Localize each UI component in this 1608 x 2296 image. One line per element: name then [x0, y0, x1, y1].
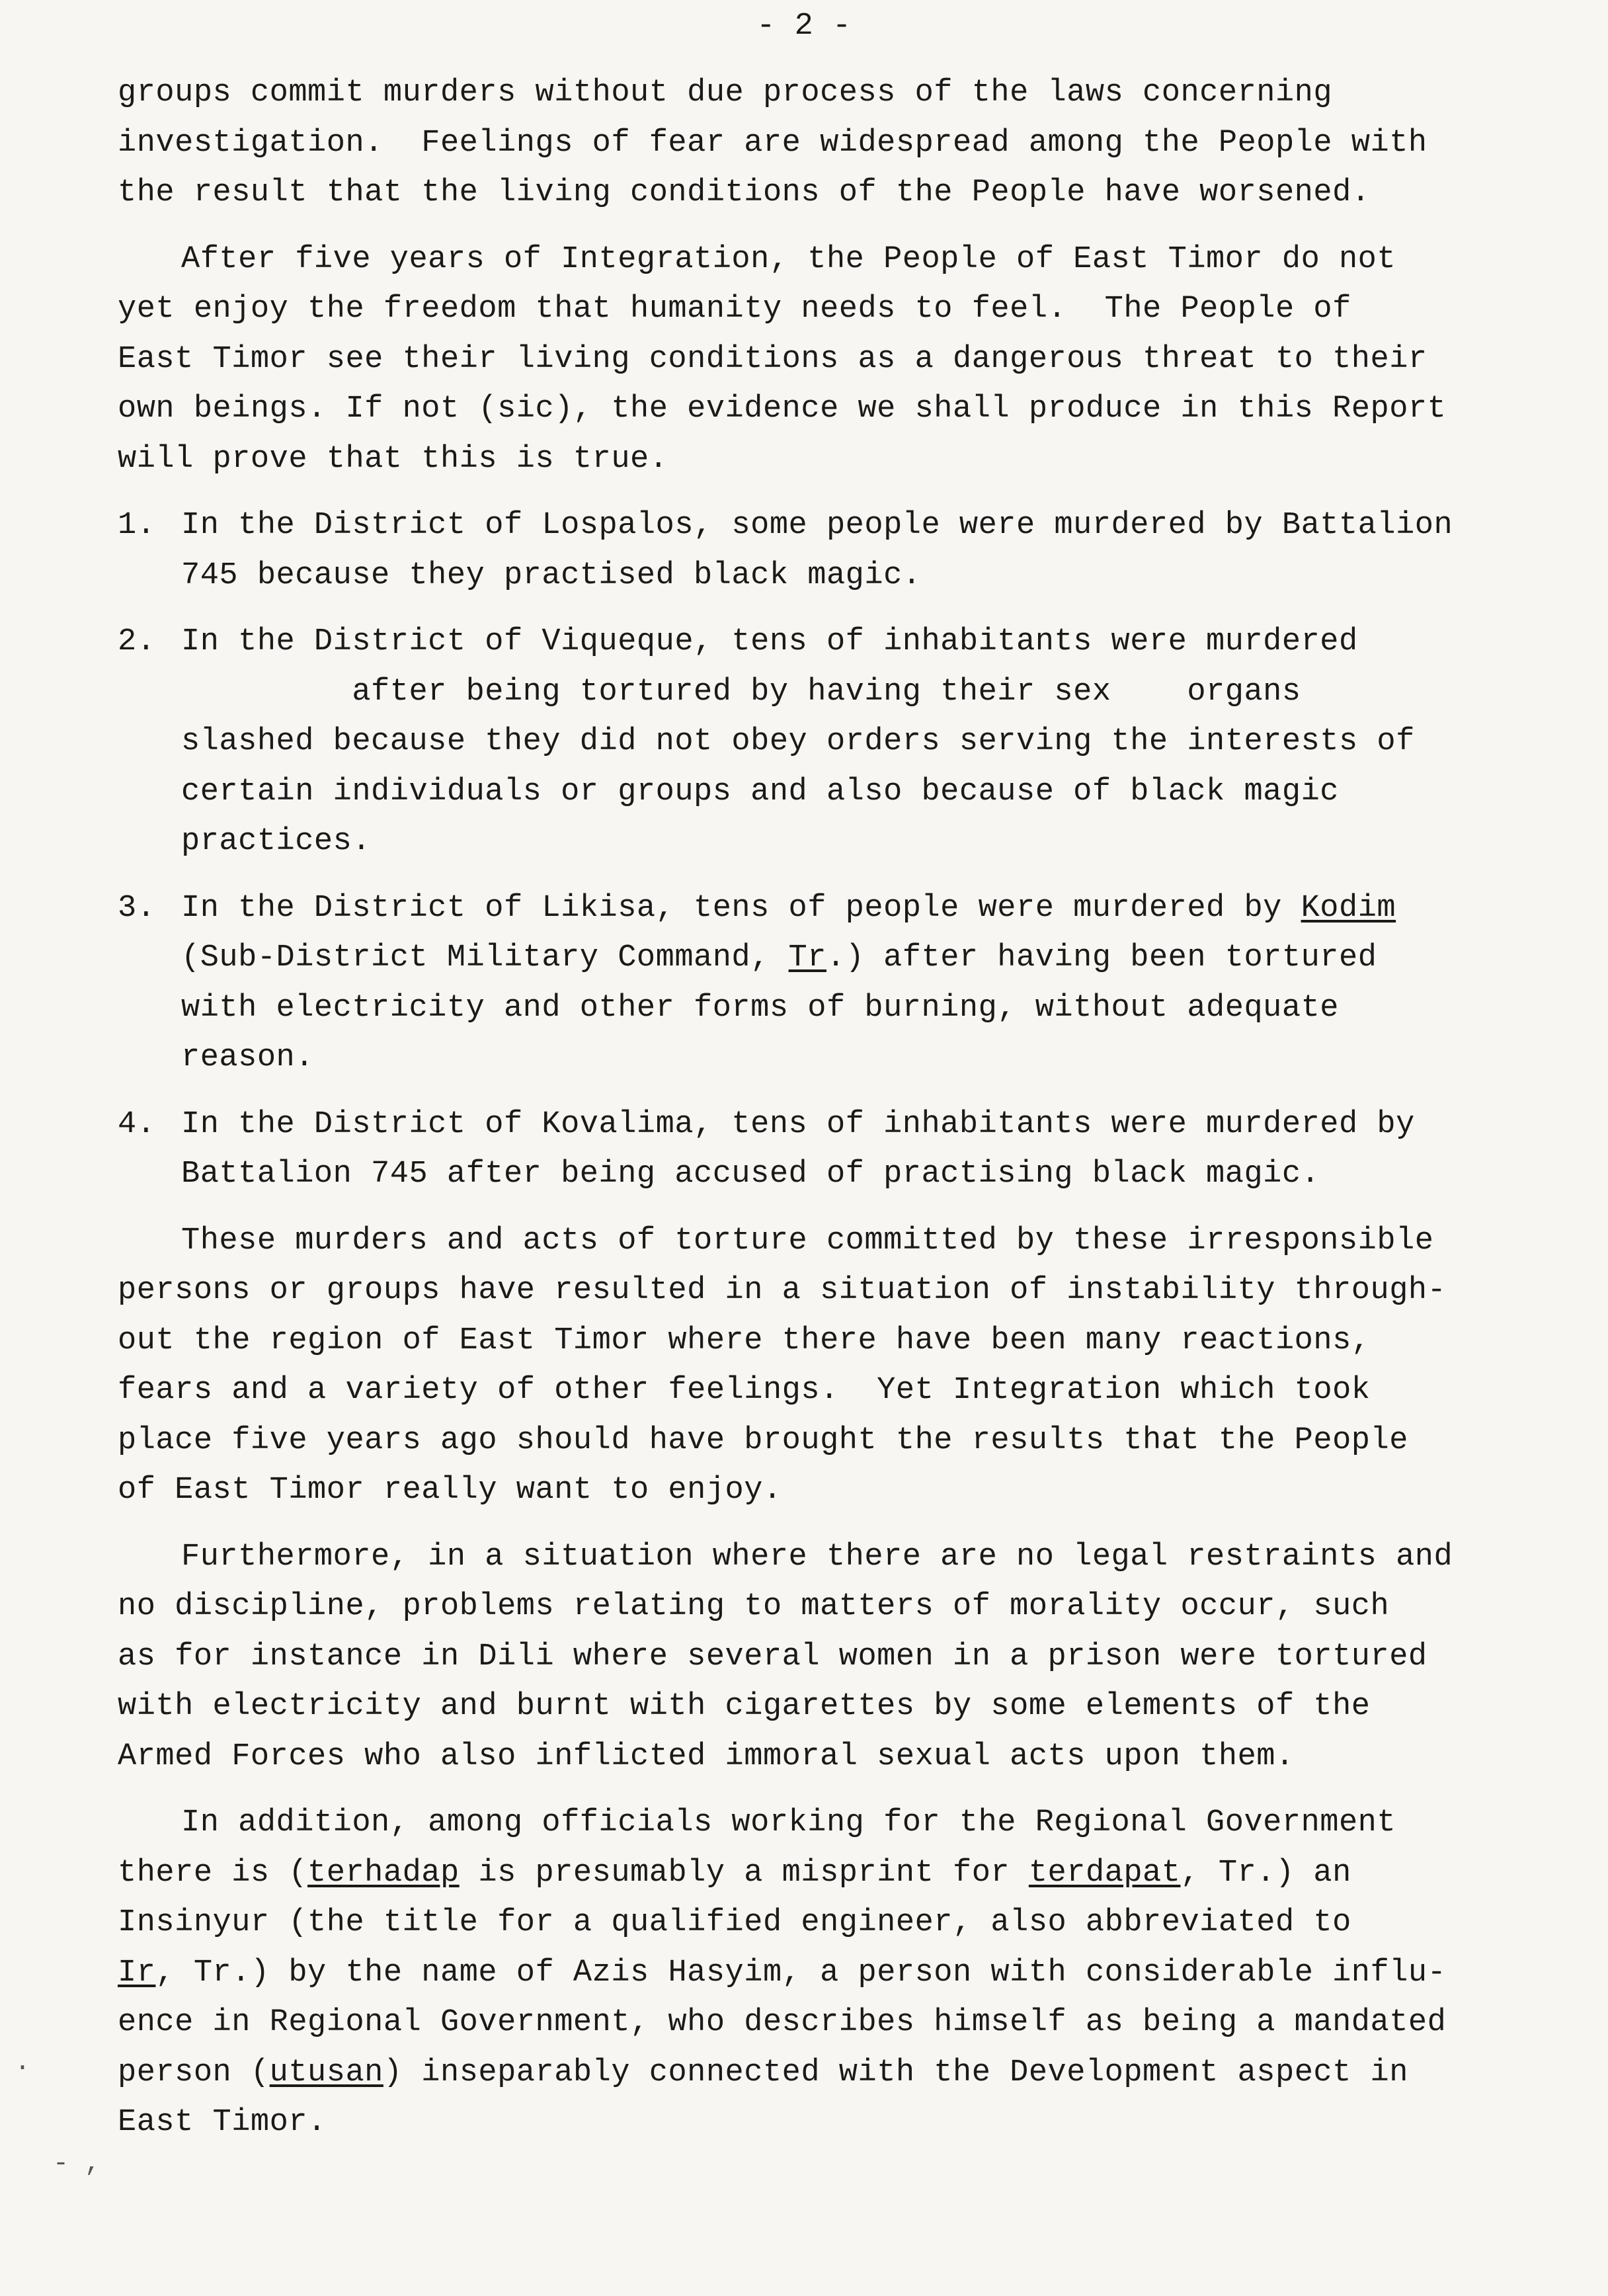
- list-item-text: In the District of Lospalos, some people were murdered by Battalion 745 because they practised black magic.: [181, 508, 1453, 593]
- margin-speck: - ,: [53, 2149, 101, 2179]
- paragraph-3: These murders and acts of torture committed by these irresponsible persons or groups have resulted in a situation of instability through- out the region of East Timor where there have been many reactions, fears and a variety of other feelings. Yet Integration which took place five years ago should have brought the results that the People of East Timor really want to enjoy.: [118, 1223, 1447, 1508]
- underlined-term: Tr: [788, 940, 826, 975]
- paragraph-2: After five years of Integration, the People of East Timor do not yet enjoy the freedom that humanity needs to feel. The People of East Timor see their living conditions as a dangerous threat to their own beings. If not (sic), the evidence we shall produce in this Report will prove that this is true.: [118, 241, 1447, 477]
- list-number: 2.: [118, 624, 156, 659]
- text-run: In the District of Likisa, tens of people were murdered by: [181, 890, 1301, 926]
- paragraph-1: groups commit murders without due process of the laws concerning investigation. Feelings of fear are widespread among the People with the result that the living conditions of the People have worsened.: [118, 75, 1427, 210]
- list-item: [118, 501, 1552, 600]
- text-run: (Sub-District Military Command,: [181, 940, 770, 975]
- numbered-list: [118, 501, 1552, 1200]
- paragraph-4: Furthermore, in a situation where there are no legal restraints and no discipline, problems relating to matters of morality occur, such as for instance in Dili where several women in a prison were tortured with electricity and burnt with cigarettes by some elements of the Armed Forces who also inflicted immoral sexual acts upon them.: [118, 1539, 1453, 1774]
- page-number: - 2 -: [756, 9, 852, 44]
- margin-speck: ·: [15, 2053, 31, 2083]
- list-item-text: [181, 883, 1552, 1083]
- list-item: [118, 1100, 1552, 1200]
- list-number: 4.: [118, 1106, 156, 1142]
- text-run: In addition, among officials working for the Regional Government there is (: [118, 1805, 1396, 1891]
- underlined-term: Ir: [118, 1955, 156, 1990]
- list-item: [118, 617, 1552, 867]
- underlined-term: Kodim: [1301, 890, 1396, 926]
- underlined-term: terhadap: [307, 1855, 460, 1891]
- paragraph-5: [118, 1798, 1552, 2148]
- list-number: 1.: [118, 508, 156, 543]
- text-run: ) inseparably connected with the Development aspect in East Timor.: [118, 2055, 1408, 2140]
- document-page: [118, 0, 1552, 2164]
- text-run: , Tr.) by the name of Azis Hasyim, a person with considerable influ- ence in Regional Government, who describes himself as being a mandated person (: [118, 1955, 1447, 2090]
- underlined-term: utusan: [269, 2055, 383, 2090]
- list-item-text: In the District of Viqueque, tens of inhabitants were murdered after being tortured by having their sex organs slashed because they did not obey orders serving the interests of certain individuals or groups and also because of black magic practices.: [181, 624, 1415, 859]
- text-run: is presumably a misprint for: [459, 1855, 1029, 1891]
- list-item-text: In the District of Kovalima, tens of inhabitants were murdered by Battalion 745 after being accused of practising black magic.: [181, 1106, 1415, 1192]
- list-number: 3.: [118, 890, 156, 926]
- underlined-term: terdapat: [1028, 1855, 1181, 1891]
- text-run: .) after having been tortured with electricity and other forms of burning, without adequate reason.: [181, 940, 1377, 1075]
- text-run: , Tr.) an Insinyur (the title for a qualified engineer, also abbreviated to: [118, 1855, 1351, 1940]
- list-item: [118, 883, 1552, 1083]
